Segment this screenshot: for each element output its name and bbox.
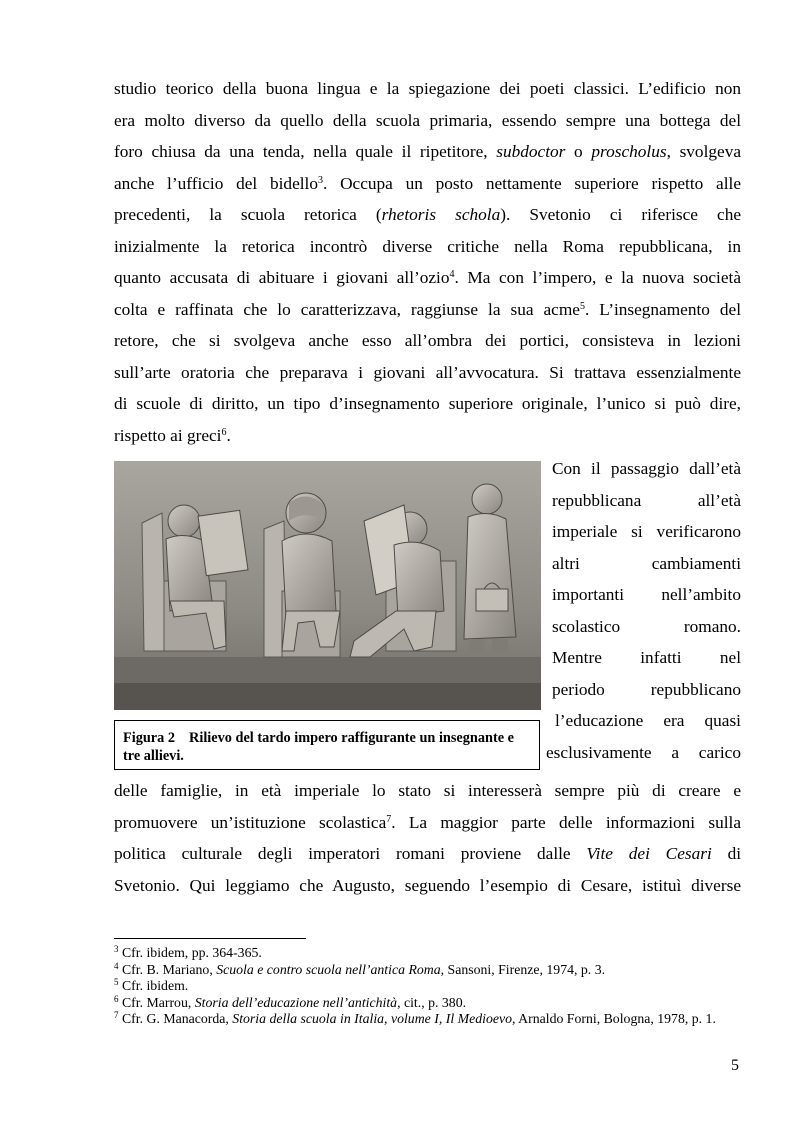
footnote-number: 7 <box>114 1010 119 1020</box>
text: o <box>565 142 592 161</box>
text: colta e raffinata che lo caratterizzava, raggiunse la sua acme <box>114 299 580 319</box>
italic-term: proscholus <box>591 142 667 161</box>
text-line <box>114 231 741 263</box>
text: di scuole di diritto, un tipo d’insegnamento superiore originale, l’unico si può dire, <box>114 394 741 413</box>
text-line <box>114 136 741 168</box>
side-text-line: altri cambiamenti <box>552 554 741 573</box>
text: anche l’ufficio del bidello <box>114 173 318 193</box>
italic-term: Vite dei Cesari <box>586 844 712 863</box>
relief-illustration <box>114 461 541 710</box>
text: politica culturale degli imperatori romani proviene dalle <box>114 844 587 863</box>
text: foro chiusa da una tenda, nella quale il ripetitore, <box>114 142 497 161</box>
text: promuovere un’istituzione scolastica <box>114 812 387 832</box>
text-line <box>114 199 741 231</box>
side-text-line: esclusivamente a carico <box>546 743 741 762</box>
side-text-line: importanti nell’ambito <box>552 585 741 604</box>
text: retore, che si svolgeva anche esso all’ombra dei portici, consisteva in lezioni <box>114 331 741 350</box>
footnote-text: Cfr. ibidem, pp. 364-365. <box>118 945 262 960</box>
footnote-text: Cfr. ibidem. <box>118 978 189 993</box>
text-line <box>114 105 741 137</box>
text-line <box>114 807 741 839</box>
side-text-line: repubblicana all’età <box>552 491 741 510</box>
footnote-separator <box>114 938 306 939</box>
side-text-line: Con il passaggio dall’età <box>552 459 741 478</box>
footnote-text: Cfr. G. Manacorda, <box>118 1011 233 1026</box>
footnote <box>114 978 741 995</box>
footnote-ref: 5 <box>579 300 585 312</box>
text: . L’insegnamento del <box>584 299 742 319</box>
figure-label: Figura 2 <box>123 730 176 746</box>
side-text-line: scolastico romano. <box>552 617 741 636</box>
text: . Occupa un posto nettamente superiore rispetto alle <box>322 173 741 193</box>
text-line <box>114 420 741 452</box>
text: ). Svetonio ci riferisce che <box>500 205 742 224</box>
footnote-ref: 3 <box>317 174 323 186</box>
page-number: 5 <box>731 1057 739 1074</box>
italic-term: subdoctor <box>496 142 566 161</box>
text-line <box>114 73 741 105</box>
text-line <box>114 294 741 326</box>
paragraph-2 <box>114 775 741 901</box>
footnote-title: Storia della scuola in Italia, volume I, Il Medioevo <box>232 1011 513 1026</box>
footnote-title: Scuola e contro scuola nell’antica Roma <box>216 961 441 977</box>
footnote-title: Storia dell’educazione nell’antichità <box>194 994 398 1010</box>
text: inizialmente la retorica incontrò diverse critiche nella Roma repubblicana, in <box>114 236 741 256</box>
text: studio teorico della buona lingua e la spiegazione dei poeti classici. L’edificio non <box>114 79 741 98</box>
footnote <box>114 945 741 962</box>
footnote-text: Cfr. B. Mariano, <box>118 961 217 977</box>
footnote <box>114 962 741 979</box>
text: era molto diverso da quello della scuola primaria, essendo sempre una bottega del <box>114 110 741 130</box>
text: delle famiglie, in età imperiale lo stato si interesserà sempre più di creare e <box>114 781 741 800</box>
text-line <box>114 357 741 389</box>
text: . La maggior parte delle informazioni sulla <box>391 812 742 832</box>
footnote-text: , cit., p. 380. <box>397 994 467 1010</box>
footnotes <box>114 945 741 1028</box>
italic-term: rhetoris schola <box>381 205 501 224</box>
text-line <box>114 262 741 294</box>
footnote-text: , Arnaldo Forni, Bologna, 1978, p. 1. <box>512 1011 716 1026</box>
footnote-number: 5 <box>114 977 119 987</box>
footnote-ref: 7 <box>386 813 392 825</box>
footnote-number: 6 <box>114 993 119 1004</box>
figure-caption <box>114 720 540 770</box>
text-line <box>114 870 741 902</box>
text: quanto accusata di abituare i giovani all’ozio <box>114 268 450 287</box>
text: . Ma con l’impero, e la nuova società <box>454 268 741 287</box>
text: rispetto ai greci <box>114 425 222 445</box>
side-text-line: periodo repubblicano <box>552 680 741 699</box>
text: sull’arte oratoria che preparava i giovani all’avvocatura. Si trattava essenzialmente <box>114 362 741 382</box>
text: . <box>226 425 231 445</box>
figure-caption-text: Rilievo del tardo impero raffigurante un insegnante e tre allievi. <box>123 730 514 764</box>
text-line <box>114 388 741 420</box>
footnote-text: Cfr. Marrou, <box>118 994 195 1010</box>
text-line <box>114 325 741 357</box>
side-text-line: Mentre infatti nel <box>552 648 741 667</box>
footnote-text: , Sansoni, Firenze, 1974, p. 3. <box>440 961 606 977</box>
text: Svetonio. Qui leggiamo che Augusto, seguendo l’esempio di Cesare, istituì diverse <box>114 875 741 895</box>
paragraph-1 <box>114 73 741 451</box>
text-line <box>114 168 741 200</box>
footnote <box>114 1011 741 1028</box>
footnote-number: 3 <box>114 944 119 954</box>
text: , svolgeva <box>666 142 741 161</box>
footnote-ref: 4 <box>449 269 455 280</box>
text-line <box>114 838 741 870</box>
side-text-line: imperiale si verificarono <box>552 522 741 541</box>
text: precedenti, la scuola retorica ( <box>114 205 382 224</box>
relief-image <box>114 461 541 710</box>
footnote-ref: 6 <box>221 426 227 438</box>
text-line <box>114 775 741 807</box>
text: di <box>711 844 742 863</box>
side-text-line: l’educazione era quasi <box>555 711 741 730</box>
footnote-number: 4 <box>114 960 119 971</box>
footnote <box>114 995 741 1012</box>
